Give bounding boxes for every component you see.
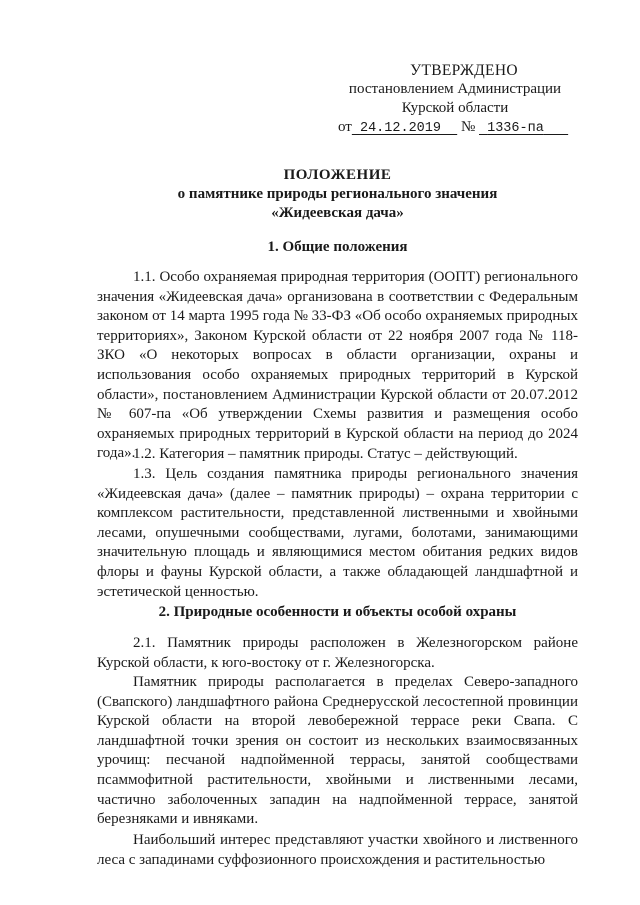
approval-line-2: Курской области (401, 100, 509, 116)
title-sub-1: о памятнике природы регионального значения (177, 186, 498, 202)
approval-line-1: постановлением Администрации (348, 81, 562, 97)
paragraph-2-1: 2.1. Памятник природы расположен в Железногорском районе Курской области, к юго-востоку от г. Железногорска. (97, 635, 578, 671)
paragraph-1-3: 1.3. Цель создания памятника природы регионального значения «Жидеевская дача» (далее – памятник природы) – охрана территории с комплексом растительности, представленной лиственными и хвойными лесами, опушечными сообществами, лугами, болотами, занимающими значительную площадь и являющимися местом обитания редких видов флоры и фауны Курской области, а также обладающей ландшафтной и эстетической ценностью. (97, 466, 578, 600)
paragraph-2-2: Памятник природы располагается в пределах Северо-западного (Свапского) ландшафтного района Среднерусской лесостепной провинции Курской области на второй левобережной террасе реки Свапа. С ландшафтной точки зрения он состоит из нескольких взаимосвязанных урочищ: песчаной надпойменной террасы, занятой сообществами псаммофитной растительности, хвойными и лиственными лесами, частично заболоченных западин на надпойменной террасе, занятой березняками и ивняками. (97, 674, 578, 828)
approval-stamp (330, 61, 580, 138)
date-prefix: от (338, 119, 352, 135)
number-prefix: № (460, 119, 476, 135)
approval-date-line (338, 118, 580, 138)
title-main: ПОЛОЖЕНИЕ (283, 167, 392, 183)
approval-heading: УТВЕРЖДЕНО (410, 62, 518, 79)
approval-date: 24.12.2019 (359, 121, 441, 136)
document-title (97, 166, 578, 223)
approval-number: 1336-па (487, 121, 544, 136)
section-2-heading: 2. Природные особенности и объекты особой охраны (158, 604, 517, 620)
paragraph-1-1: 1.1. Особо охраняемая природная территория (ООПТ) регионального значения «Жидеевская дача» организована в соответствии с Федеральным законом от 14 марта 1995 года № 33-ФЗ «Об особо охраняемых природных территориях», Законом Курской области от 22 ноября 2007 года № 118-ЗКО «О некоторых вопросах в области организации, охраны и использования особо охраняемых природных территорий в Курской области», постановлением Администрации Курской области от 20.07.2012 № 607-па «Об утверждении Схемы развития и размещения особо охраняемых природных территорий в Курской области на период до 2024 года». (97, 269, 578, 462)
paragraph-2-3: Наибольший интерес представляют участки хвойного и лиственного леса с западинами суффозионного происхождения и растительностью (97, 832, 578, 868)
paragraph-1-2: 1.2. Категория – памятник природы. Статус – действующий. (133, 446, 518, 462)
title-sub-2: «Жидеевская дача» (271, 205, 404, 221)
section-1-heading: 1. Общие положения (267, 239, 408, 255)
